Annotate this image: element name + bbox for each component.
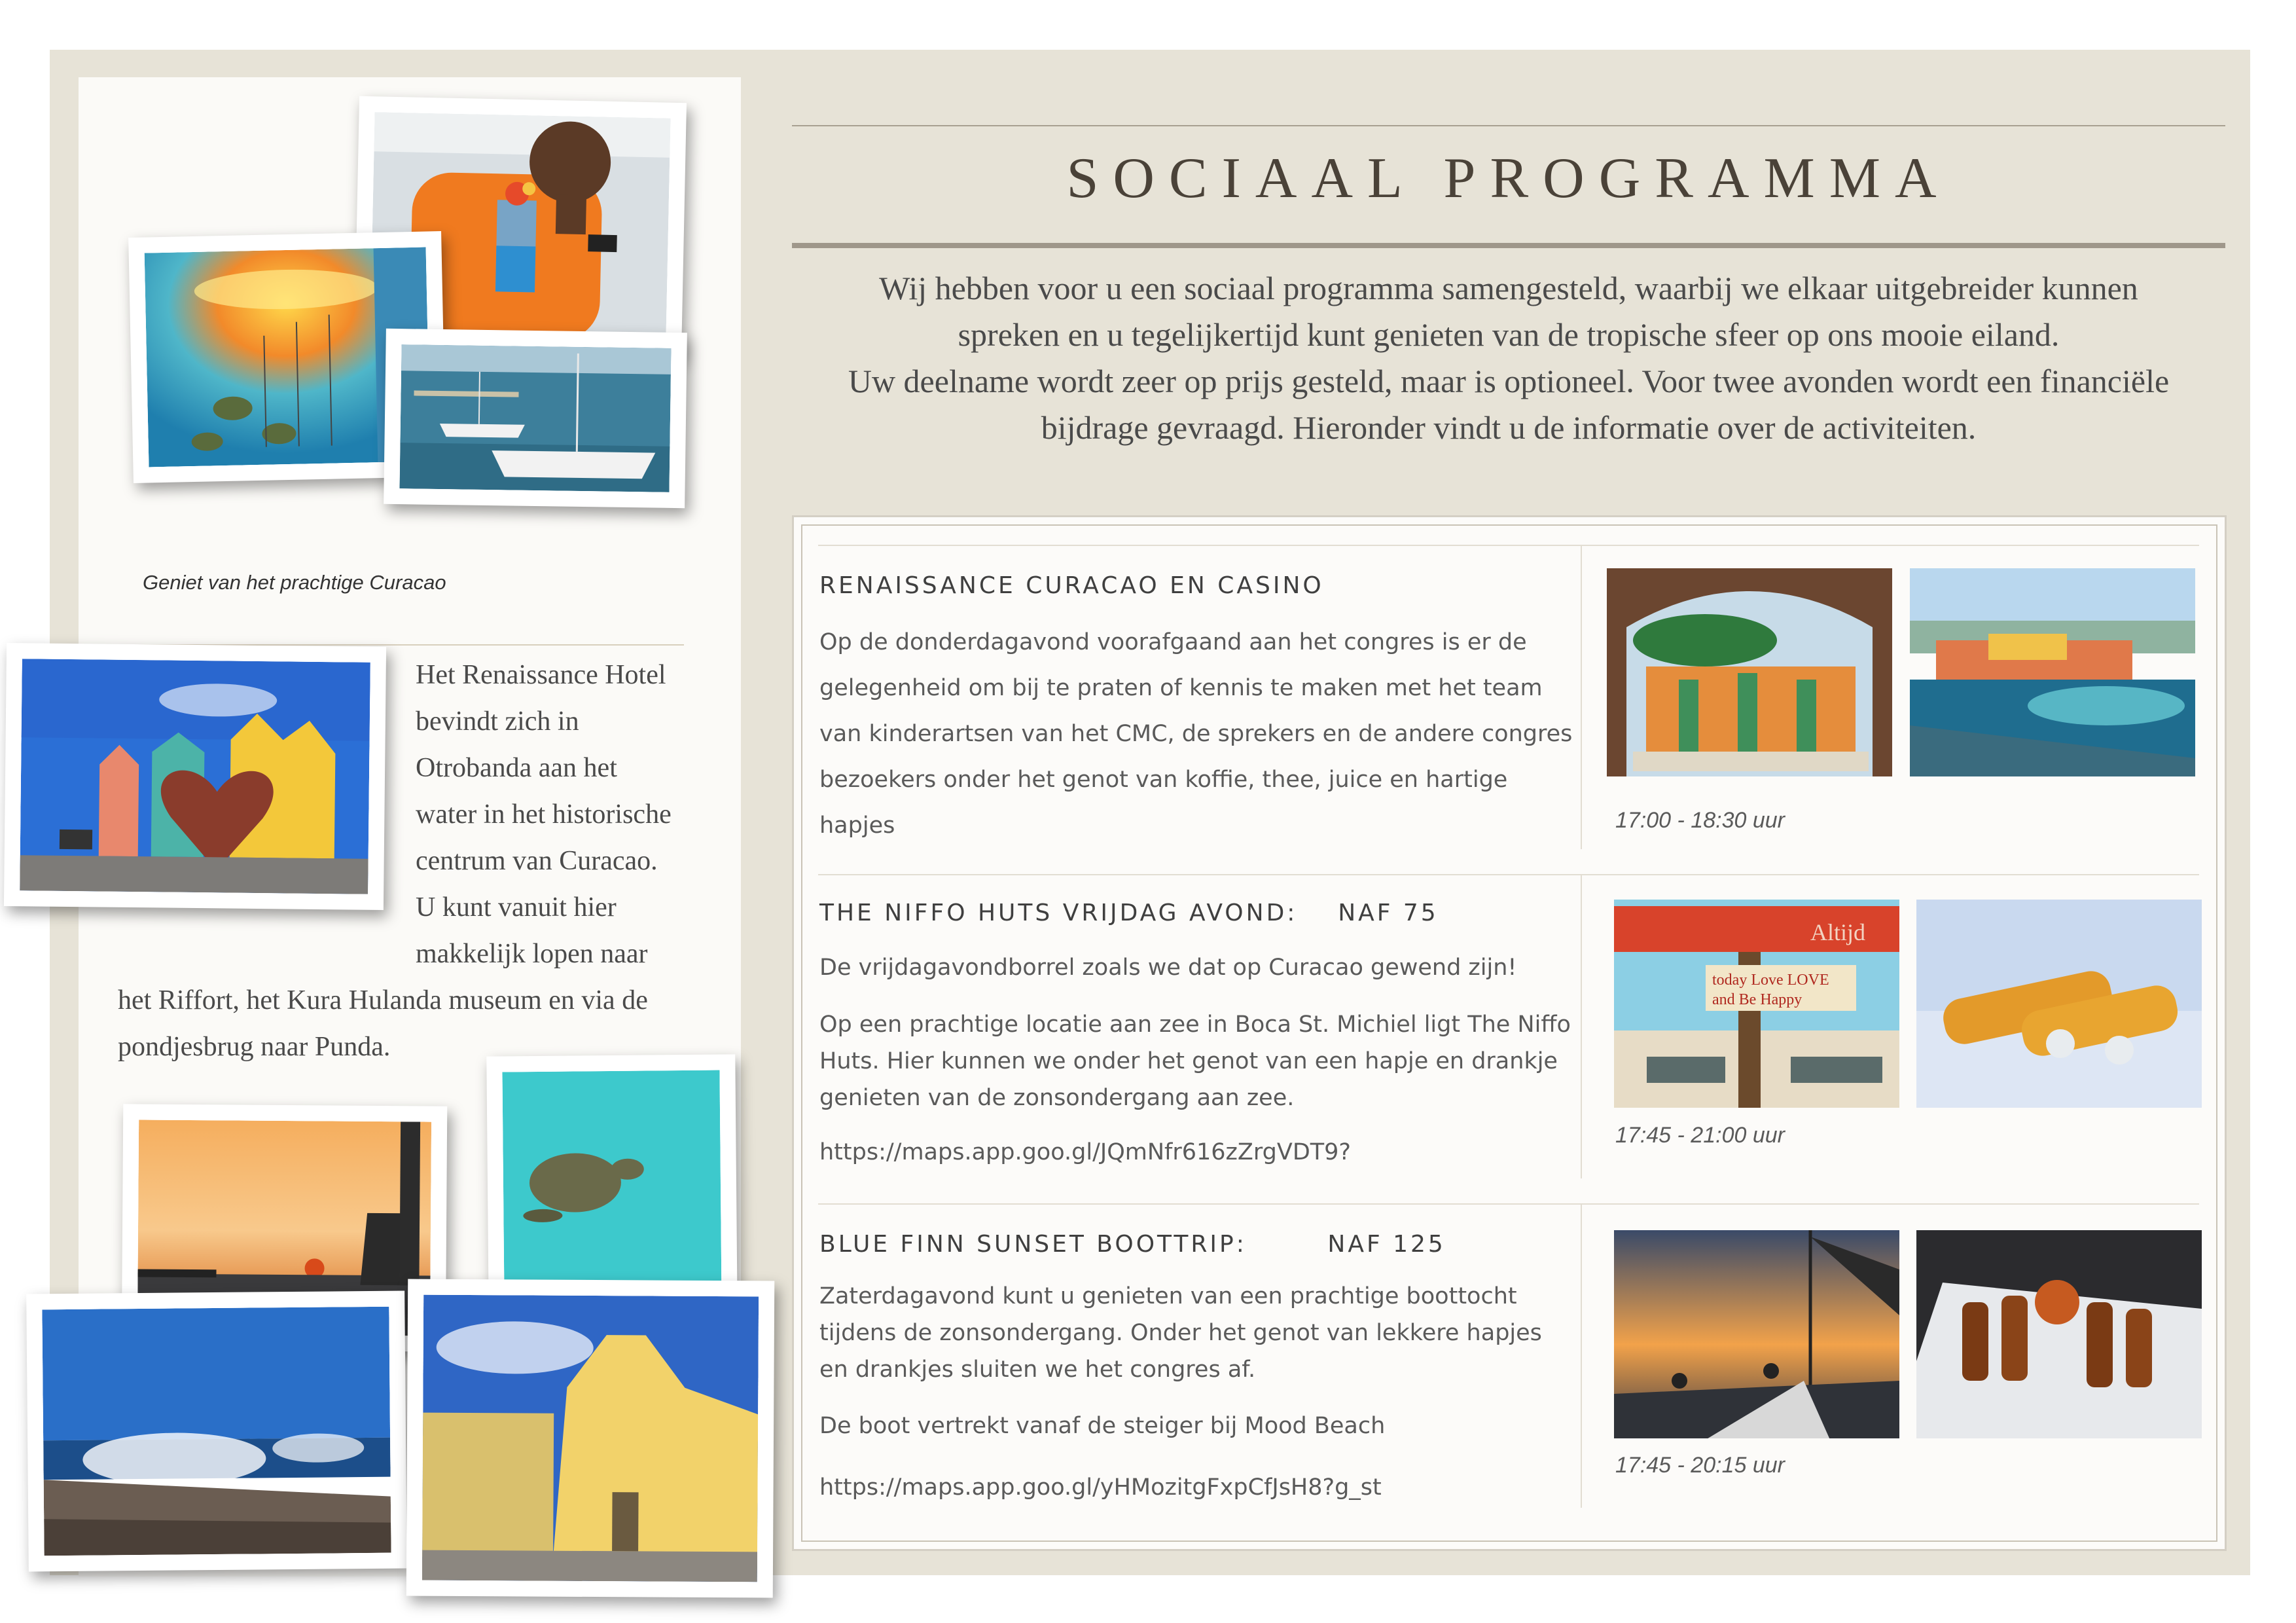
event-description xyxy=(819,1006,1571,1116)
event-line: hapjes xyxy=(819,812,895,839)
hotel-text-narrow xyxy=(416,652,672,977)
row-divider-1 xyxy=(818,874,2199,875)
event-line: gelegenheid om bij te praten of kennis te maken met het team xyxy=(819,675,1543,701)
col-divider-1 xyxy=(1581,545,1582,849)
hotel-line: bevindt zich in xyxy=(416,706,579,737)
event-line: Huts. Hier kunnen we onder het genot van een hapje en drankje xyxy=(819,1048,1558,1074)
photo-coast-waves xyxy=(26,1290,407,1571)
event-title: THE NIFFO HUTS VRIJDAG AVOND: NAF 75 xyxy=(819,900,1439,926)
photo-sunset-boat xyxy=(1614,1230,1899,1438)
intro-text xyxy=(795,265,2222,451)
event-line: bezoekers onder het genot van koffie, thee, juice en hartige xyxy=(819,767,1508,793)
event-map-link[interactable]: https://maps.app.goo.gl/yHMozitgFxpCfJsH8?g_st xyxy=(819,1474,1382,1501)
photo-skewers xyxy=(1916,1230,2202,1438)
intro-line: Uw deelname wordt zeer op prijs gesteld, maar is optioneel. Voor twee avonden wordt een financiële xyxy=(848,363,2170,399)
event-time: 17:00 - 18:30 uur xyxy=(1615,808,1785,833)
left-caption: Geniet van het prachtige Curacao xyxy=(143,571,446,594)
hotel-line: Het Renaissance Hotel xyxy=(416,660,666,690)
photo-niffo-sign xyxy=(1614,900,1899,1108)
col-divider-3 xyxy=(1581,1203,1582,1508)
row-divider-2 xyxy=(818,1203,2199,1205)
photo-willemstad-heart xyxy=(4,643,386,910)
event-time: 17:45 - 20:15 uur xyxy=(1615,1453,1785,1478)
sign-text-happy: and Be Happy xyxy=(1712,991,1803,1008)
page-title: SOCIAAL PROGRAMMA xyxy=(1066,147,1951,210)
sign-text-altijd: Altijd xyxy=(1810,919,1866,945)
event-line: Op een prachtige locatie aan zee in Boca St. Michiel ligt The Niffo xyxy=(819,1012,1571,1038)
intro-line: bijdrage gevraagd. Hieronder vindt u de informatie over de activiteiten. xyxy=(1041,409,1977,446)
intro-line: Wij hebben voor u een sociaal programma samengesteld, waarbij we elkaar uitgebreider kunnen xyxy=(879,270,2138,306)
event-line: genieten van de zonsondergang aan zee. xyxy=(819,1085,1295,1111)
hotel-line: het Riffort, het Kura Hulanda museum en via de xyxy=(118,985,648,1015)
event-time: 17:45 - 21:00 uur xyxy=(1615,1123,1785,1148)
event-line: Zaterdagavond kunt u genieten van een prachtige boottocht xyxy=(819,1283,1517,1309)
title-rule-bottom xyxy=(792,243,2225,248)
photo-catamaran xyxy=(384,329,687,508)
event-title: RENAISSANCE CURACAO EN CASINO xyxy=(819,572,1324,599)
hotel-line: makkelijk lopen naar xyxy=(416,939,648,969)
title-rule-top xyxy=(792,125,2225,126)
event-line: van kinderartsen van het CMC, de sprekers en de andere congres xyxy=(819,721,1573,747)
sign-text-love: today Love LOVE xyxy=(1712,972,1829,989)
event-map-link[interactable]: https://maps.app.goo.gl/JQmNfr616zZrgVDT9? xyxy=(819,1139,1351,1165)
photo-renaissance-arch xyxy=(1607,568,1892,776)
event-description xyxy=(819,1278,1542,1388)
photo-turtle xyxy=(486,1054,737,1317)
intro-line: spreken en u tegelijkertijd kunt genieten van de tropische sfeer op ons mooie eiland. xyxy=(958,316,2060,353)
event-line: Op de donderdagavond voorafgaand aan het congres is er de xyxy=(819,629,1527,655)
event-lead: De vrijdagavondborrel zoals we dat op Curacao gewend zijn! xyxy=(819,955,1517,981)
col-divider-2 xyxy=(1581,874,1582,1178)
event-line: en drankjes sluiten we het congres af. xyxy=(819,1357,1256,1383)
event-line: tijdens de zonsondergang. Onder het genot van lekkere hapjes xyxy=(819,1320,1542,1346)
event-title: BLUE FINN SUNSET BOOTTRIP: NAF 125 xyxy=(819,1231,1446,1258)
hotel-line: centrum van Curacao. xyxy=(416,846,658,876)
photo-amstel-beers xyxy=(1916,900,2202,1108)
hotel-line: U kunt vanuit hier xyxy=(416,892,617,922)
hotel-line: Otrobanda aan het xyxy=(416,753,617,783)
photo-yellow-building xyxy=(406,1279,775,1598)
hotel-line: water in het historische xyxy=(416,799,672,830)
event-departure: De boot vertrekt vanaf de steiger bij Mood Beach xyxy=(819,1413,1386,1439)
row-divider-top xyxy=(818,545,2199,546)
event-description xyxy=(819,619,1572,848)
photo-renaissance-aerial xyxy=(1910,568,2195,776)
hotel-line: pondjesbrug naar Punda. xyxy=(118,1032,391,1062)
